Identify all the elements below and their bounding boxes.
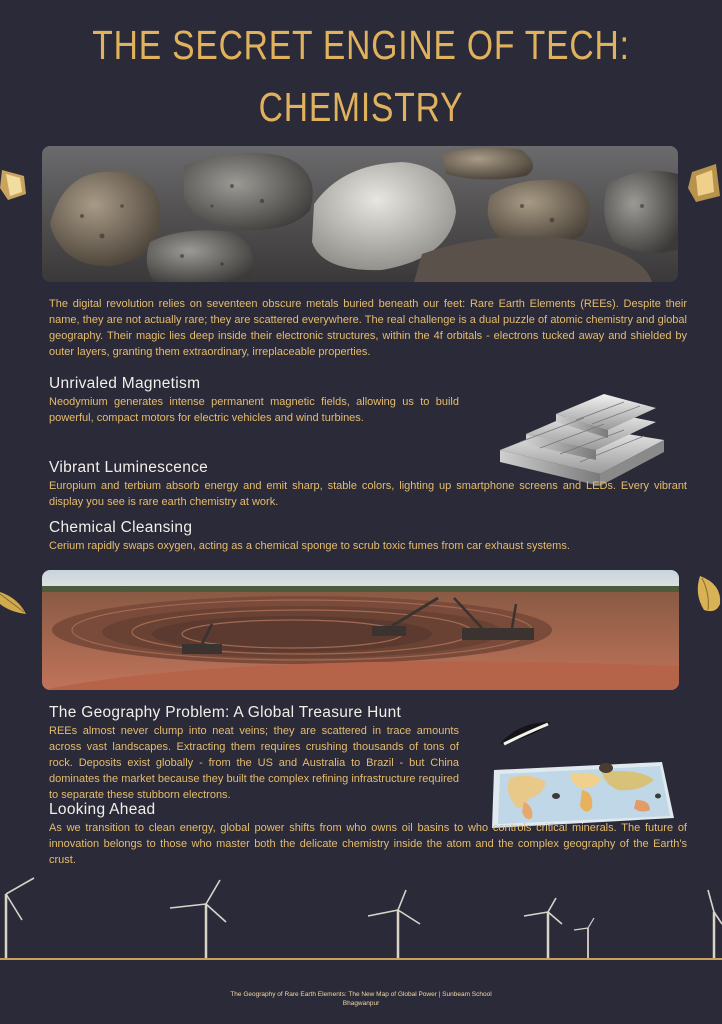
lamp-icon	[498, 718, 552, 753]
body-luminescence: Europium and terbium absorb energy and emit sharp, stable colors, lighting up smartphone screens and LEDs. Every vibrant display you see is rare earth chemistry at work.	[49, 480, 687, 508]
leaf-icon	[694, 574, 722, 619]
heading-looking-ahead: Looking Ahead	[49, 801, 156, 818]
body-magnetism: Neodymium generates intense permanent magnetic fields, allowing us to build powerful, compact motors for electric vehicles and wind turbines.	[49, 396, 459, 424]
footer	[190, 990, 532, 1008]
body-cleansing: Cerium rapidly swaps oxygen, acting as a chemical sponge to scrub toxic fumes from car exhaust systems.	[49, 540, 570, 552]
open-pit-mine-photo	[42, 570, 679, 690]
leaf-icon	[0, 590, 28, 623]
wind-turbines-illustration	[0, 872, 722, 967]
wind-turbine-icon	[708, 890, 722, 958]
wind-turbine-icon	[368, 890, 420, 958]
heading-geography: The Geography Problem: A Global Treasure Hunt	[49, 704, 402, 721]
crystal-icon	[0, 166, 28, 207]
footer-line-2: Bhagwanpur	[342, 1000, 380, 1007]
wind-turbine-icon	[524, 898, 562, 958]
body-looking-ahead: As we transition to clean energy, global power shifts from who owns oil basins to who controls critical minerals. The future of innovation belongs to those who master both the delicate chemistry inside the atom and the complex geography of the Earth's crust.	[49, 822, 687, 866]
heading-cleansing: Chemical Cleansing	[49, 519, 193, 536]
heading-luminescence: Vibrant Luminescence	[49, 459, 209, 476]
intro-paragraph: The digital revolution relies on seventeen obscure metals buried beneath our feet: Rare Earth Elements (REEs). Despite their name, they are not actually rare; they are scattered everywhere. The real challenge is a dual puzzle of atomic chemistry and global geography. Their magic lies deep inside their electronic structures, within the 4f orbitals - electrons tucked away and shielded by outer layers, granting them extraordinary, irreplaceable properties.	[49, 298, 687, 358]
crystal-icon	[686, 150, 722, 211]
title-line-1: THE SECRET ENGINE OF TECH: CHEMISTRY	[92, 22, 630, 130]
wind-turbine-icon	[170, 880, 226, 958]
rare-earth-rocks-photo	[42, 146, 678, 282]
wind-turbine-icon	[6, 878, 34, 958]
heading-magnetism: Unrivaled Magnetism	[49, 375, 201, 392]
ground-line	[0, 958, 722, 960]
wind-turbine-icon	[574, 918, 594, 958]
body-geography: REEs almost never clump into neat veins; they are scattered in trace amounts across vast landscapes. Extracting them requires crushing thousands of tons of rock. Deposits exist globally - from the US and Australia to Brazil - but China dominates the market because they built the complex refining infrastructure required to separate these stubborn electrons.	[49, 725, 459, 801]
footer-line-1: The Geography of Rare Earth Elements: The New Map of Global Power | Sunbeam School	[230, 991, 492, 998]
